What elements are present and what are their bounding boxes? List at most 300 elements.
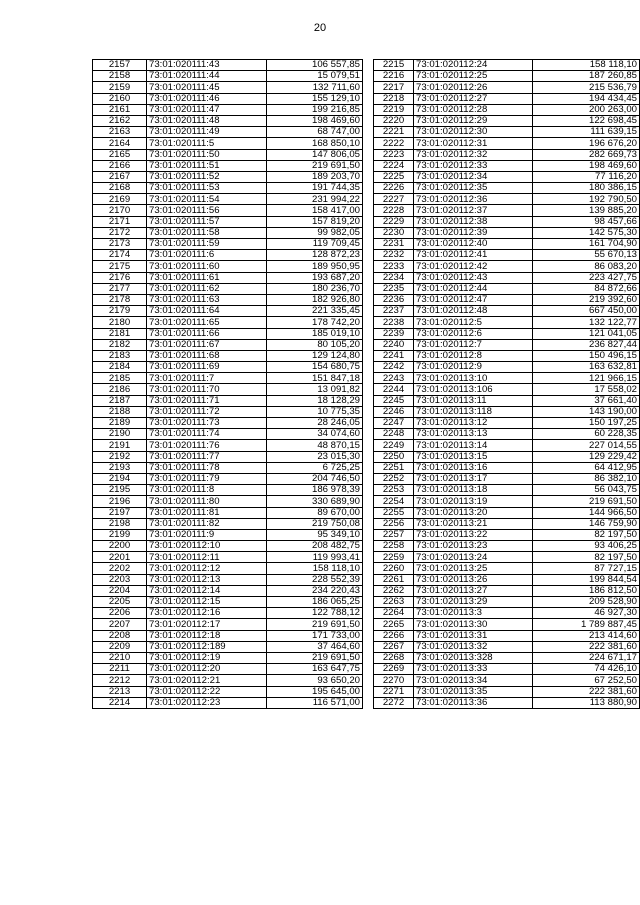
cadastral-number: 73:01:020111:81 <box>147 507 267 518</box>
cadastral-value: 67 252,50 <box>533 675 640 686</box>
cadastral-value: 77 116,20 <box>533 171 640 182</box>
cadastral-value: 158 118,10 <box>267 563 363 574</box>
table-left <box>92 59 363 709</box>
row-number: 2248 <box>374 429 414 440</box>
cadastral-value: 186 978,39 <box>267 485 363 496</box>
cadastral-value: 93 406,25 <box>533 541 640 552</box>
cadastral-value: 119 709,45 <box>267 239 363 250</box>
table-right <box>373 59 640 709</box>
table-row <box>93 608 363 619</box>
table-row <box>93 641 363 652</box>
row-number: 2263 <box>374 597 414 608</box>
table-row <box>93 563 363 574</box>
row-number: 2172 <box>93 227 147 238</box>
cadastral-value: 23 015,30 <box>267 451 363 462</box>
cadastral-number: 73:01:020112:11 <box>147 552 267 563</box>
row-number: 2189 <box>93 418 147 429</box>
cadastral-value: 228 552,39 <box>267 574 363 585</box>
row-number: 2212 <box>93 675 147 686</box>
cadastral-number: 73:01:020111:5 <box>147 138 267 149</box>
row-number: 2190 <box>93 429 147 440</box>
cadastral-number: 73:01:020113:19 <box>414 496 533 507</box>
table-row <box>93 205 363 216</box>
row-number: 2188 <box>93 406 147 417</box>
cadastral-value: 204 746,50 <box>267 473 363 484</box>
cadastral-value: 198 469,60 <box>267 115 363 126</box>
cadastral-value: 171 733,00 <box>267 630 363 641</box>
cadastral-number: 73:01:020112:36 <box>414 194 533 205</box>
cadastral-number: 73:01:020112:22 <box>147 686 267 697</box>
table-row <box>374 384 640 395</box>
cadastral-value: 180 386,15 <box>533 183 640 194</box>
table-row <box>93 82 363 93</box>
cadastral-value: 13 091,82 <box>267 384 363 395</box>
cadastral-number: 73:01:020113:18 <box>414 485 533 496</box>
cadastral-number: 73:01:020112:24 <box>414 60 533 71</box>
cadastral-value: 158 118,10 <box>533 60 640 71</box>
table-row <box>93 585 363 596</box>
cadastral-number: 73:01:020112:9 <box>414 362 533 373</box>
table-row <box>93 574 363 585</box>
row-number: 2271 <box>374 686 414 697</box>
cadastral-number: 73:01:020111:51 <box>147 160 267 171</box>
cadastral-number: 73:01:020113:3 <box>414 608 533 619</box>
table-row <box>374 440 640 451</box>
cadastral-value: 132 711,60 <box>267 82 363 93</box>
cadastral-number: 73:01:020111:78 <box>147 462 267 473</box>
cadastral-value: 37 464,60 <box>267 641 363 652</box>
cadastral-number: 73:01:020111:58 <box>147 227 267 238</box>
row-number: 2194 <box>93 473 147 484</box>
cadastral-number: 73:01:020111:48 <box>147 115 267 126</box>
table-row <box>93 485 363 496</box>
cadastral-value: 146 759,90 <box>533 518 640 529</box>
row-number: 2234 <box>374 272 414 283</box>
table-row <box>93 507 363 518</box>
row-number: 2170 <box>93 205 147 216</box>
table-row <box>93 350 363 361</box>
cadastral-number: 73:01:020113:25 <box>414 563 533 574</box>
row-number: 2213 <box>93 686 147 697</box>
row-number: 2256 <box>374 518 414 529</box>
cadastral-number: 73:01:020112:39 <box>414 227 533 238</box>
cadastral-value: 128 872,23 <box>267 250 363 261</box>
cadastral-number: 73:01:020111:66 <box>147 328 267 339</box>
cadastral-number: 73:01:020113:24 <box>414 552 533 563</box>
cadastral-value: 199 844,54 <box>533 574 640 585</box>
cadastral-number: 73:01:020111:43 <box>147 60 267 71</box>
cadastral-value: 113 880,90 <box>533 697 640 708</box>
table-row <box>93 71 363 82</box>
row-number: 2199 <box>93 529 147 540</box>
row-number: 2229 <box>374 216 414 227</box>
table-row <box>93 395 363 406</box>
cadastral-number: 73:01:020113:13 <box>414 429 533 440</box>
table-row <box>93 104 363 115</box>
cadastral-number: 73:01:020113:21 <box>414 518 533 529</box>
row-number: 2197 <box>93 507 147 518</box>
table-row <box>93 239 363 250</box>
table-row <box>93 194 363 205</box>
cadastral-value: 55 670,13 <box>533 250 640 261</box>
cadastral-value: 198 469,60 <box>533 160 640 171</box>
row-number: 2226 <box>374 183 414 194</box>
cadastral-value: 34 074,60 <box>267 429 363 440</box>
table-row <box>374 328 640 339</box>
table-row <box>374 473 640 484</box>
cadastral-number: 73:01:020112:12 <box>147 563 267 574</box>
table-row <box>374 227 640 238</box>
table-row <box>374 406 640 417</box>
cadastral-value: 224 671,17 <box>533 652 640 663</box>
row-number: 2237 <box>374 306 414 317</box>
cadastral-number: 73:01:020112:43 <box>414 272 533 283</box>
row-number: 2174 <box>93 250 147 261</box>
cadastral-value: 161 704,90 <box>533 239 640 250</box>
row-number: 2168 <box>93 183 147 194</box>
row-number: 2250 <box>374 451 414 462</box>
cadastral-value: 82 197,50 <box>533 552 640 563</box>
cadastral-number: 73:01:020112:18 <box>147 630 267 641</box>
cadastral-value: 209 528,90 <box>533 597 640 608</box>
table-row <box>374 160 640 171</box>
table-row <box>93 227 363 238</box>
cadastral-value: 144 966,50 <box>533 507 640 518</box>
cadastral-value: 219 691,50 <box>267 652 363 663</box>
table-row <box>93 418 363 429</box>
cadastral-value: 163 632,81 <box>533 362 640 373</box>
row-number: 2242 <box>374 362 414 373</box>
cadastral-number: 73:01:020112:31 <box>414 138 533 149</box>
table-row <box>374 496 640 507</box>
cadastral-value: 213 414,60 <box>533 630 640 641</box>
table-row <box>374 283 640 294</box>
cadastral-value: 180 236,70 <box>267 283 363 294</box>
cadastral-number: 73:01:020111:64 <box>147 306 267 317</box>
row-number: 2221 <box>374 127 414 138</box>
table-row <box>93 630 363 641</box>
cadastral-number: 73:01:020112:29 <box>414 115 533 126</box>
row-number: 2219 <box>374 104 414 115</box>
row-number: 2209 <box>93 641 147 652</box>
row-number: 2252 <box>374 473 414 484</box>
cadastral-number: 73:01:020111:68 <box>147 350 267 361</box>
cadastral-number: 73:01:020112:21 <box>147 675 267 686</box>
cadastral-number: 73:01:020113:17 <box>414 473 533 484</box>
table-row <box>93 138 363 149</box>
row-number: 2261 <box>374 574 414 585</box>
cadastral-value: 82 197,50 <box>533 529 640 540</box>
row-number: 2206 <box>93 608 147 619</box>
row-number: 2164 <box>93 138 147 149</box>
cadastral-value: 122 788,12 <box>267 608 363 619</box>
cadastral-value: 222 381,60 <box>533 641 640 652</box>
cadastral-value: 6 725,25 <box>267 462 363 473</box>
table-row <box>374 563 640 574</box>
row-number: 2230 <box>374 227 414 238</box>
cadastral-number: 73:01:020113:10 <box>414 373 533 384</box>
table-row <box>374 93 640 104</box>
row-number: 2268 <box>374 652 414 663</box>
cadastral-value: 199 216,85 <box>267 104 363 115</box>
table-row <box>93 93 363 104</box>
row-number: 2158 <box>93 71 147 82</box>
cadastral-number: 73:01:020113:35 <box>414 686 533 697</box>
cadastral-number: 73:01:020111:71 <box>147 395 267 406</box>
cadastral-value: 222 381,60 <box>533 686 640 697</box>
row-number: 2166 <box>93 160 147 171</box>
cadastral-value: 189 203,70 <box>267 171 363 182</box>
cadastral-number: 73:01:020111:6 <box>147 250 267 261</box>
cadastral-number: 73:01:020112:19 <box>147 652 267 663</box>
table-row <box>374 507 640 518</box>
cadastral-value: 10 775,35 <box>267 406 363 417</box>
row-number: 2232 <box>374 250 414 261</box>
row-number: 2258 <box>374 541 414 552</box>
row-number: 2220 <box>374 115 414 126</box>
row-number: 2182 <box>93 339 147 350</box>
table-row <box>374 485 640 496</box>
table-row <box>93 384 363 395</box>
table-row <box>93 518 363 529</box>
cadastral-number: 73:01:020111:8 <box>147 485 267 496</box>
cadastral-number: 73:01:020111:54 <box>147 194 267 205</box>
row-number: 2159 <box>93 82 147 93</box>
row-number: 2173 <box>93 239 147 250</box>
row-number: 2251 <box>374 462 414 473</box>
table-row <box>93 339 363 350</box>
cadastral-number: 73:01:020112:47 <box>414 294 533 305</box>
cadastral-number: 73:01:020111:82 <box>147 518 267 529</box>
table-row <box>93 362 363 373</box>
cadastral-number: 73:01:020113:31 <box>414 630 533 641</box>
cadastral-value: 168 850,10 <box>267 138 363 149</box>
cadastral-number: 73:01:020112:41 <box>414 250 533 261</box>
cadastral-number: 73:01:020112:38 <box>414 216 533 227</box>
row-number: 2227 <box>374 194 414 205</box>
table-row <box>93 541 363 552</box>
cadastral-value: 28 246,05 <box>267 418 363 429</box>
cadastral-number: 73:01:020112:10 <box>147 541 267 552</box>
table-row <box>374 216 640 227</box>
table-row <box>374 597 640 608</box>
cadastral-number: 73:01:020113:15 <box>414 451 533 462</box>
cadastral-number: 73:01:020112:30 <box>414 127 533 138</box>
row-number: 2218 <box>374 93 414 104</box>
cadastral-number: 73:01:020113:106 <box>414 384 533 395</box>
row-number: 2185 <box>93 373 147 384</box>
row-number: 2269 <box>374 664 414 675</box>
cadastral-value: 119 993,41 <box>267 552 363 563</box>
cadastral-number: 73:01:020113:30 <box>414 619 533 630</box>
row-number: 2255 <box>374 507 414 518</box>
table-row <box>93 473 363 484</box>
table-row <box>93 283 363 294</box>
row-number: 2216 <box>374 71 414 82</box>
cadastral-number: 73:01:020112:28 <box>414 104 533 115</box>
cadastral-number: 73:01:020112:16 <box>147 608 267 619</box>
table-row <box>93 261 363 272</box>
cadastral-value: 195 645,00 <box>267 686 363 697</box>
row-number: 2196 <box>93 496 147 507</box>
row-number: 2238 <box>374 317 414 328</box>
cadastral-number: 73:01:020112:44 <box>414 283 533 294</box>
cadastral-number: 73:01:020111:76 <box>147 440 267 451</box>
cadastral-value: 98 457,66 <box>533 216 640 227</box>
row-number: 2169 <box>93 194 147 205</box>
cadastral-value: 147 806,05 <box>267 149 363 160</box>
cadastral-number: 73:01:020112:32 <box>414 149 533 160</box>
cadastral-number: 73:01:020113:16 <box>414 462 533 473</box>
cadastral-value: 99 982,05 <box>267 227 363 238</box>
cadastral-value: 194 434,45 <box>533 93 640 104</box>
cadastral-value: 74 426,10 <box>533 664 640 675</box>
cadastral-value: 186 065,25 <box>267 597 363 608</box>
cadastral-number: 73:01:020111:72 <box>147 406 267 417</box>
cadastral-number: 73:01:020111:62 <box>147 283 267 294</box>
cadastral-value: 18 128,29 <box>267 395 363 406</box>
row-number: 2236 <box>374 294 414 305</box>
table-row <box>93 619 363 630</box>
row-number: 2210 <box>93 652 147 663</box>
table-row <box>93 675 363 686</box>
cadastral-value: 158 417,00 <box>267 205 363 216</box>
cadastral-value: 86 382,10 <box>533 473 640 484</box>
cadastral-number: 73:01:020112:8 <box>414 350 533 361</box>
cadastral-number: 73:01:020112:20 <box>147 664 267 675</box>
row-number: 2162 <box>93 115 147 126</box>
table-row <box>93 597 363 608</box>
row-number: 2231 <box>374 239 414 250</box>
row-number: 2246 <box>374 406 414 417</box>
cadastral-number: 73:01:020111:69 <box>147 362 267 373</box>
cadastral-number: 73:01:020111:61 <box>147 272 267 283</box>
cadastral-value: 116 571,00 <box>267 697 363 708</box>
cadastral-number: 73:01:020113:20 <box>414 507 533 518</box>
cadastral-value: 215 536,79 <box>533 82 640 93</box>
cadastral-number: 73:01:020112:42 <box>414 261 533 272</box>
row-number: 2239 <box>374 328 414 339</box>
cadastral-number: 73:01:020111:80 <box>147 496 267 507</box>
row-number: 2224 <box>374 160 414 171</box>
table-row <box>374 272 640 283</box>
cadastral-number: 73:01:020113:12 <box>414 418 533 429</box>
cadastral-number: 73:01:020111:60 <box>147 261 267 272</box>
table-row <box>93 306 363 317</box>
cadastral-number: 73:01:020113:14 <box>414 440 533 451</box>
cadastral-number: 73:01:020111:52 <box>147 171 267 182</box>
table-row <box>374 630 640 641</box>
row-number: 2272 <box>374 697 414 708</box>
cadastral-value: 60 228,35 <box>533 429 640 440</box>
row-number: 2241 <box>374 350 414 361</box>
cadastral-number: 73:01:020113:36 <box>414 697 533 708</box>
row-number: 2253 <box>374 485 414 496</box>
row-number: 2178 <box>93 294 147 305</box>
cadastral-number: 73:01:020111:46 <box>147 93 267 104</box>
page-number: 20 <box>313 22 327 34</box>
row-number: 2244 <box>374 384 414 395</box>
table-row <box>374 429 640 440</box>
row-number: 2186 <box>93 384 147 395</box>
row-number: 2163 <box>93 127 147 138</box>
row-number: 2264 <box>374 608 414 619</box>
table-row <box>93 496 363 507</box>
table-row <box>374 518 640 529</box>
row-number: 2193 <box>93 462 147 473</box>
table-row <box>374 652 640 663</box>
cadastral-number: 73:01:020111:74 <box>147 429 267 440</box>
cadastral-number: 73:01:020112:37 <box>414 205 533 216</box>
cadastral-value: 219 691,50 <box>533 496 640 507</box>
cadastral-value: 234 220,43 <box>267 585 363 596</box>
row-number: 2191 <box>93 440 147 451</box>
table-row <box>374 418 640 429</box>
row-number: 2270 <box>374 675 414 686</box>
cadastral-number: 73:01:020112:35 <box>414 183 533 194</box>
table-row <box>374 697 640 708</box>
table-row <box>93 664 363 675</box>
row-number: 2171 <box>93 216 147 227</box>
cadastral-number: 73:01:020111:79 <box>147 473 267 484</box>
row-number: 2167 <box>93 171 147 182</box>
cadastral-value: 185 019,10 <box>267 328 363 339</box>
row-number: 2235 <box>374 283 414 294</box>
table-row <box>93 529 363 540</box>
table-row <box>93 127 363 138</box>
cadastral-value: 154 680,75 <box>267 362 363 373</box>
cadastral-number: 73:01:020112:15 <box>147 597 267 608</box>
row-number: 2266 <box>374 630 414 641</box>
table-row <box>93 171 363 182</box>
cadastral-number: 73:01:020112:7 <box>414 339 533 350</box>
cadastral-value: 111 639,15 <box>533 127 640 138</box>
cadastral-number: 73:01:020113:29 <box>414 597 533 608</box>
cadastral-number: 73:01:020111:65 <box>147 317 267 328</box>
cadastral-number: 73:01:020113:26 <box>414 574 533 585</box>
cadastral-number: 73:01:020111:73 <box>147 418 267 429</box>
cadastral-number: 73:01:020111:67 <box>147 339 267 350</box>
row-number: 2247 <box>374 418 414 429</box>
table-row <box>93 183 363 194</box>
table-row <box>93 462 363 473</box>
cadastral-value: 667 450,00 <box>533 306 640 317</box>
cadastral-value: 178 742,20 <box>267 317 363 328</box>
table-row <box>374 686 640 697</box>
cadastral-value: 151 847,18 <box>267 373 363 384</box>
table-row <box>374 608 640 619</box>
row-number: 2215 <box>374 60 414 71</box>
cadastral-value: 143 190,00 <box>533 406 640 417</box>
cadastral-number: 73:01:020112:26 <box>414 82 533 93</box>
cadastral-number: 73:01:020112:27 <box>414 93 533 104</box>
cadastral-number: 73:01:020113:33 <box>414 664 533 675</box>
cadastral-value: 132 122,77 <box>533 317 640 328</box>
cadastral-number: 73:01:020113:22 <box>414 529 533 540</box>
row-number: 2161 <box>93 104 147 115</box>
cadastral-number: 73:01:020113:328 <box>414 652 533 663</box>
table-row <box>93 294 363 305</box>
cadastral-value: 46 927,30 <box>533 608 640 619</box>
table-row <box>374 664 640 675</box>
row-number: 2267 <box>374 641 414 652</box>
cadastral-value: 219 750,08 <box>267 518 363 529</box>
row-number: 2183 <box>93 350 147 361</box>
row-number: 2262 <box>374 585 414 596</box>
cadastral-value: 200 263,00 <box>533 104 640 115</box>
table-row <box>374 183 640 194</box>
table-row <box>374 675 640 686</box>
